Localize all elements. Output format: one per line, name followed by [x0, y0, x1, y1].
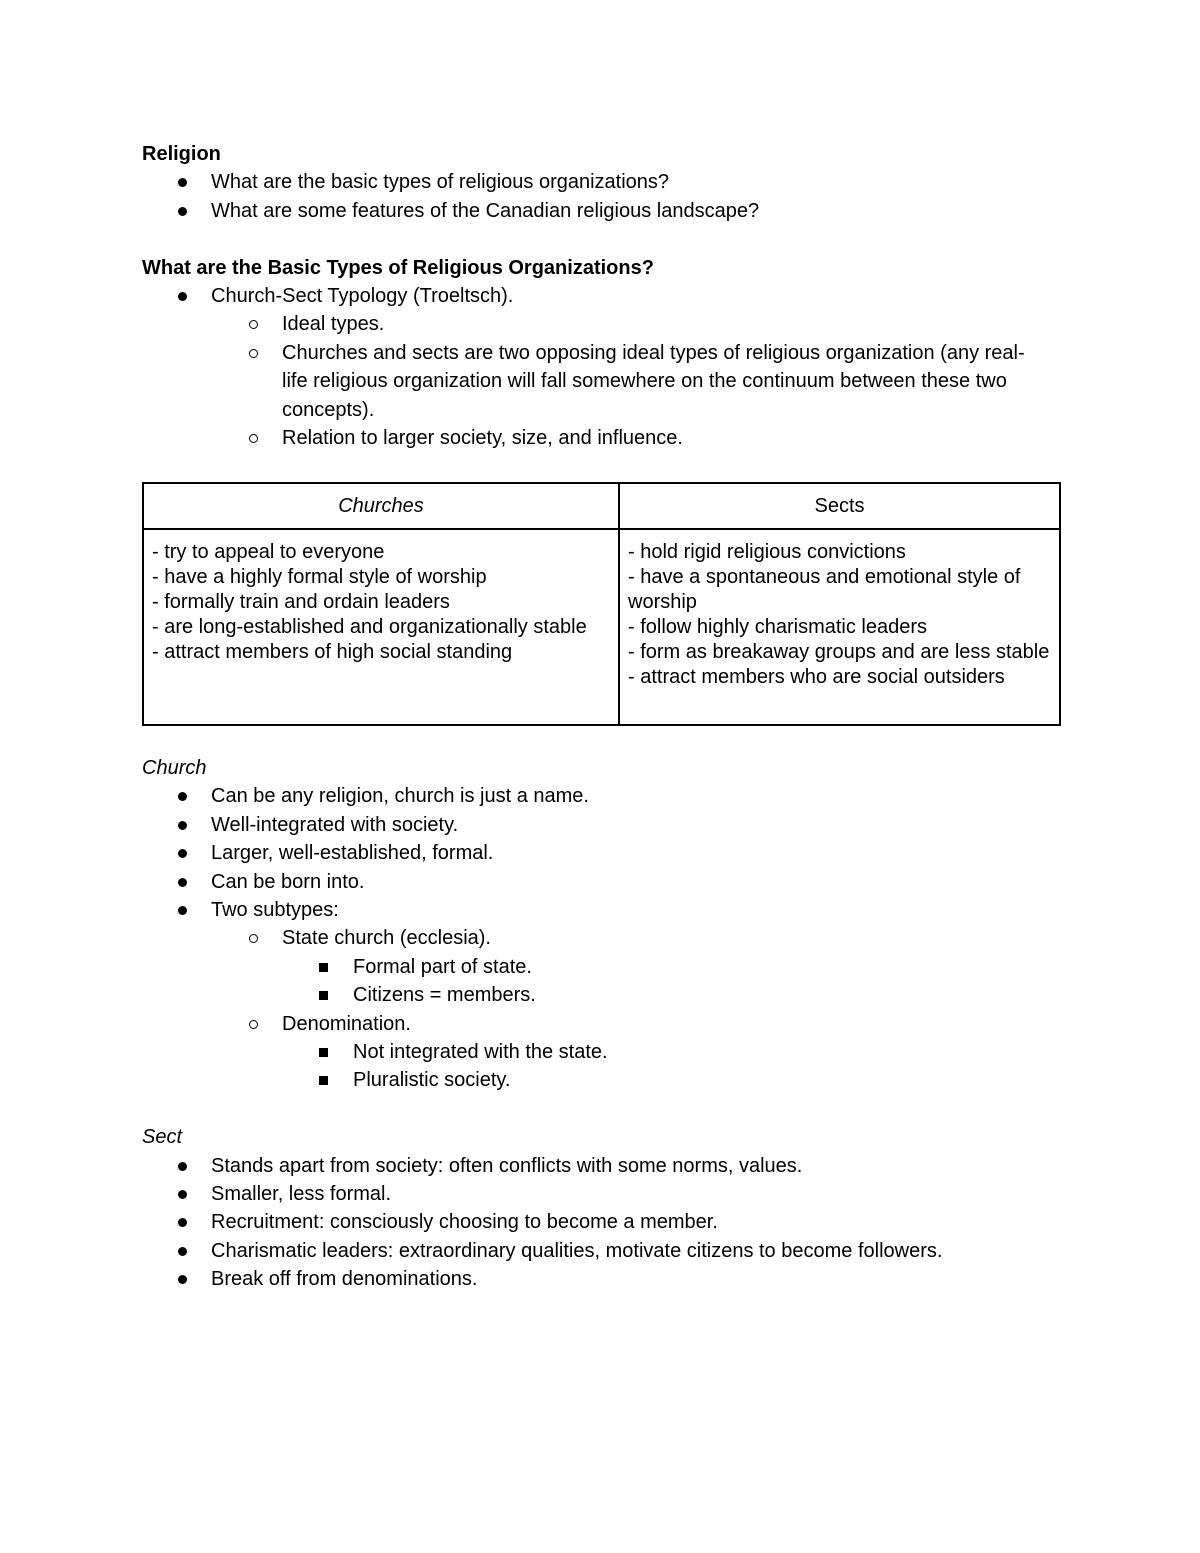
page-title: Religion	[142, 143, 221, 165]
list-item: What are some features of the Canadian religious landscape?	[142, 197, 1062, 225]
bullet-square-icon	[319, 963, 328, 972]
list-item: What are the basic types of religious organizations?	[142, 168, 1062, 196]
table-cell-line: - form as breakaway groups and are less stable	[628, 641, 1050, 663]
bullet-dot-icon	[178, 849, 187, 858]
list-item: Well-integrated with society.	[142, 811, 1062, 839]
list-item: Recruitment: consciously choosing to become a member.	[142, 1208, 1062, 1236]
table-cell-line: - have a highly formal style of worship	[152, 566, 487, 588]
bullet-circle-icon	[249, 434, 258, 443]
list-item: Relation to larger society, size, and influence.	[142, 424, 1062, 452]
column-header-sects: Sects	[619, 483, 1060, 529]
bullet-dot-icon	[178, 1162, 187, 1171]
bullet-dot-icon	[178, 1190, 187, 1199]
churches-cell	[143, 529, 619, 725]
bullet-dot-icon	[178, 292, 187, 301]
table-cell-line: - attract members of high social standing	[152, 641, 513, 663]
column-header-churches: Churches	[143, 483, 619, 529]
bullet-dot-icon	[178, 906, 187, 915]
bullet-square-icon	[319, 1076, 328, 1085]
section-heading-sect: Sect	[142, 1126, 183, 1149]
bullet-dot-icon	[178, 1247, 187, 1256]
bullet-dot-icon	[178, 792, 187, 801]
list-item: Smaller, less formal.	[142, 1180, 1062, 1208]
table-cell-line: - have a spontaneous and emotional style of worship	[628, 566, 1021, 613]
list-item: Denomination.	[142, 1010, 1062, 1038]
list-item: Stands apart from society: often conflicts with some norms, values.	[142, 1152, 1062, 1180]
document-body-continued	[142, 754, 1062, 1294]
sects-cell	[619, 529, 1060, 725]
list-item: Formal part of state.	[142, 953, 1062, 981]
table-cell-line: - hold rigid religious convictions	[628, 541, 906, 563]
bullet-dot-icon	[178, 878, 187, 887]
bullet-circle-icon	[249, 934, 258, 943]
list-item: Citizens = members.	[142, 981, 1062, 1009]
list-item: Two subtypes:	[142, 896, 1062, 924]
bullet-square-icon	[319, 991, 328, 1000]
table-cell-line: - try to appeal to everyone	[152, 541, 385, 563]
bullet-dot-icon	[178, 1218, 187, 1227]
section-heading: What are the Basic Types of Religious Organizations?	[142, 256, 654, 279]
table-cell-line: - formally train and ordain leaders	[152, 591, 450, 613]
table-cell-line: - are long-established and organizationally stable	[152, 616, 587, 638]
list-item: Charismatic leaders: extraordinary qualities, motivate citizens to become followers.	[142, 1237, 1062, 1265]
list-item: Pluralistic society.	[142, 1066, 1062, 1094]
bullet-dot-icon	[178, 207, 187, 216]
table-row	[143, 529, 1060, 725]
table-cell-line: - attract members who are social outsiders	[628, 666, 1005, 688]
bullet-circle-icon	[249, 1020, 258, 1029]
bullet-dot-icon	[178, 1275, 187, 1284]
bullet-circle-icon	[249, 320, 258, 329]
bullet-dot-icon	[178, 821, 187, 830]
list-item: Churches and sects are two opposing ideal types of religious organization (any real-life religious organization will fall somewhere on the continuum between these two concepts).	[142, 339, 1062, 424]
list-item: Can be any religion, church is just a name.	[142, 782, 1062, 810]
list-item: Ideal types.	[142, 310, 1062, 338]
table-cell-line: - follow highly charismatic leaders	[628, 616, 928, 638]
list-item: Break off from denominations.	[142, 1265, 1062, 1293]
comparison-table	[142, 482, 1061, 726]
list-item: State church (ecclesia).	[142, 924, 1062, 952]
list-item: Can be born into.	[142, 868, 1062, 896]
bullet-circle-icon	[249, 349, 258, 358]
document-body	[142, 140, 1062, 452]
section-heading-church: Church	[142, 757, 207, 779]
list-item: Church-Sect Typology (Troeltsch).	[142, 282, 1062, 310]
list-item: Not integrated with the state.	[142, 1038, 1062, 1066]
bullet-square-icon	[319, 1048, 328, 1057]
list-item: Larger, well-established, formal.	[142, 839, 1062, 867]
bullet-dot-icon	[178, 178, 187, 187]
table-header-row	[143, 483, 1060, 529]
